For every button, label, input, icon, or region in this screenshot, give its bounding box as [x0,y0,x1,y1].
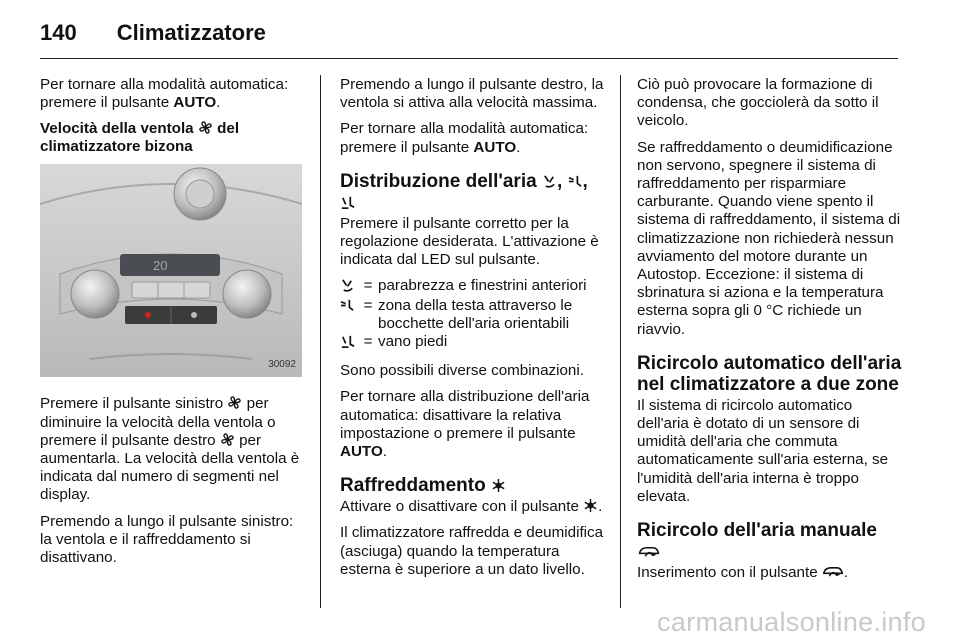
recirculation-icon [637,544,661,559]
paragraph: Premendo a lungo il pulsante destro, la ventola si attiva alla velocità massima. [340,76,604,112]
paragraph: Inserimento con il pulsante . [637,564,849,582]
auto-label: AUTO [340,443,383,461]
page-title: Climatizzatore [116,20,266,45]
paragraph: Premendo a lungo il pulsante sinistro: la ventola e il raffreddamento si disattivano. [40,512,294,567]
climate-panel-photo [40,164,302,377]
column-2 [340,76,606,587]
list-item: = vano piedi [340,333,606,352]
auto-label: AUTO [473,138,517,156]
paragraph: Ciò può provocare la formazione di condensa, che gocciolerà da sotto il veicolo. [637,76,879,130]
subheading-fan-speed: Velocità della ventola del climatizzatore bizona [40,120,240,156]
fan-icon [227,395,242,410]
fan-icon [220,432,235,447]
footwell-airflow-icon [340,334,355,349]
windscreen-airflow-icon [340,278,355,293]
page-header [40,14,900,52]
fan-icon [198,120,213,135]
paragraph: Sono possibili diverse combinazioni. [340,362,584,380]
snowflake-icon [583,498,598,513]
column-divider-1 [320,75,321,608]
heading-cooling: Raffreddamento [340,475,606,496]
column-divider-2 [620,75,621,608]
paragraph: Premere il pulsante corretto per la regolazione desiderata. L'attivazione è indicata dal LED sul pulsante. [340,214,599,269]
figure-number: 30092 [268,359,296,371]
auto-label: AUTO [173,94,217,112]
paragraph: Attivare o disattivare con il pulsante . [340,498,603,516]
windscreen-airflow-icon [542,174,557,189]
heading-auto-recirculation: Ricircolo automatico dell'aria nel climatizzatore a due zone [637,352,902,395]
paragraph: Il sistema di ricircolo automatico dell'aria è dotato di un sensore di umidità dell'aria che commuta automaticamente sull'aria esterna, se l'umidità dell'aria interna è troppo elevata. [637,396,889,505]
footwell-airflow-icon [340,195,355,210]
paragraph: Per tornare alla modalità automatica: premere il pulsante AUTO. [40,76,289,112]
air-distribution-list [340,277,606,352]
head-airflow-icon [340,298,355,313]
heading-manual-recirculation: Ricircolo dell'aria manuale [637,520,902,562]
paragraph: Per tornare alla modalità automatica: premere il pulsante AUTO. [340,120,589,156]
heading-air-distribution: Distribuzione dell'aria , , [340,171,606,213]
list-item: = parabrezza e finestrini anteriori [340,277,606,296]
watermark: carmanualsonline.info [657,607,926,637]
column-1 [40,76,304,575]
recirculation-icon [822,564,844,579]
snowflake-icon [491,478,506,493]
paragraph: Premere il pulsante sinistro per diminuire la velocità della ventola o premere il pulsante destro per aumentarla. La velocità della ventola è indicata dal numero di segmenti nel display. [40,395,300,504]
paragraph: Se raffreddamento o deumidificazione non servono, spegnere il sistema di raffreddamento per risparmiare carburante. Quando viene spento il sistema di raffreddamento, il sistema di climatizzazione non richiederà nessun avviamento del motore durante un Autostop. Eccezione: il sistema di sbrinatura si aziona e la temperatura esterna sopra gli 0 °C richiede un riavvio. [637,138,901,338]
paragraph: Il climatizzatore raffredda e deumidifica (asciuga) quando la temperatura esterna è superiore a un dato livello. [340,524,604,578]
head-airflow-icon [568,174,583,189]
column-3 [637,76,902,590]
header-rule [40,58,898,59]
list-item: = zona della testa attraverso le bocchette dell'aria orientabili [340,297,606,333]
paragraph: Per tornare alla distribuzione dell'aria automatica: disattivare la relativa impostazione o premere il pulsante AUTO. [340,388,590,461]
page-number: 140 [40,20,77,45]
display-temperature: 20 [153,258,168,274]
